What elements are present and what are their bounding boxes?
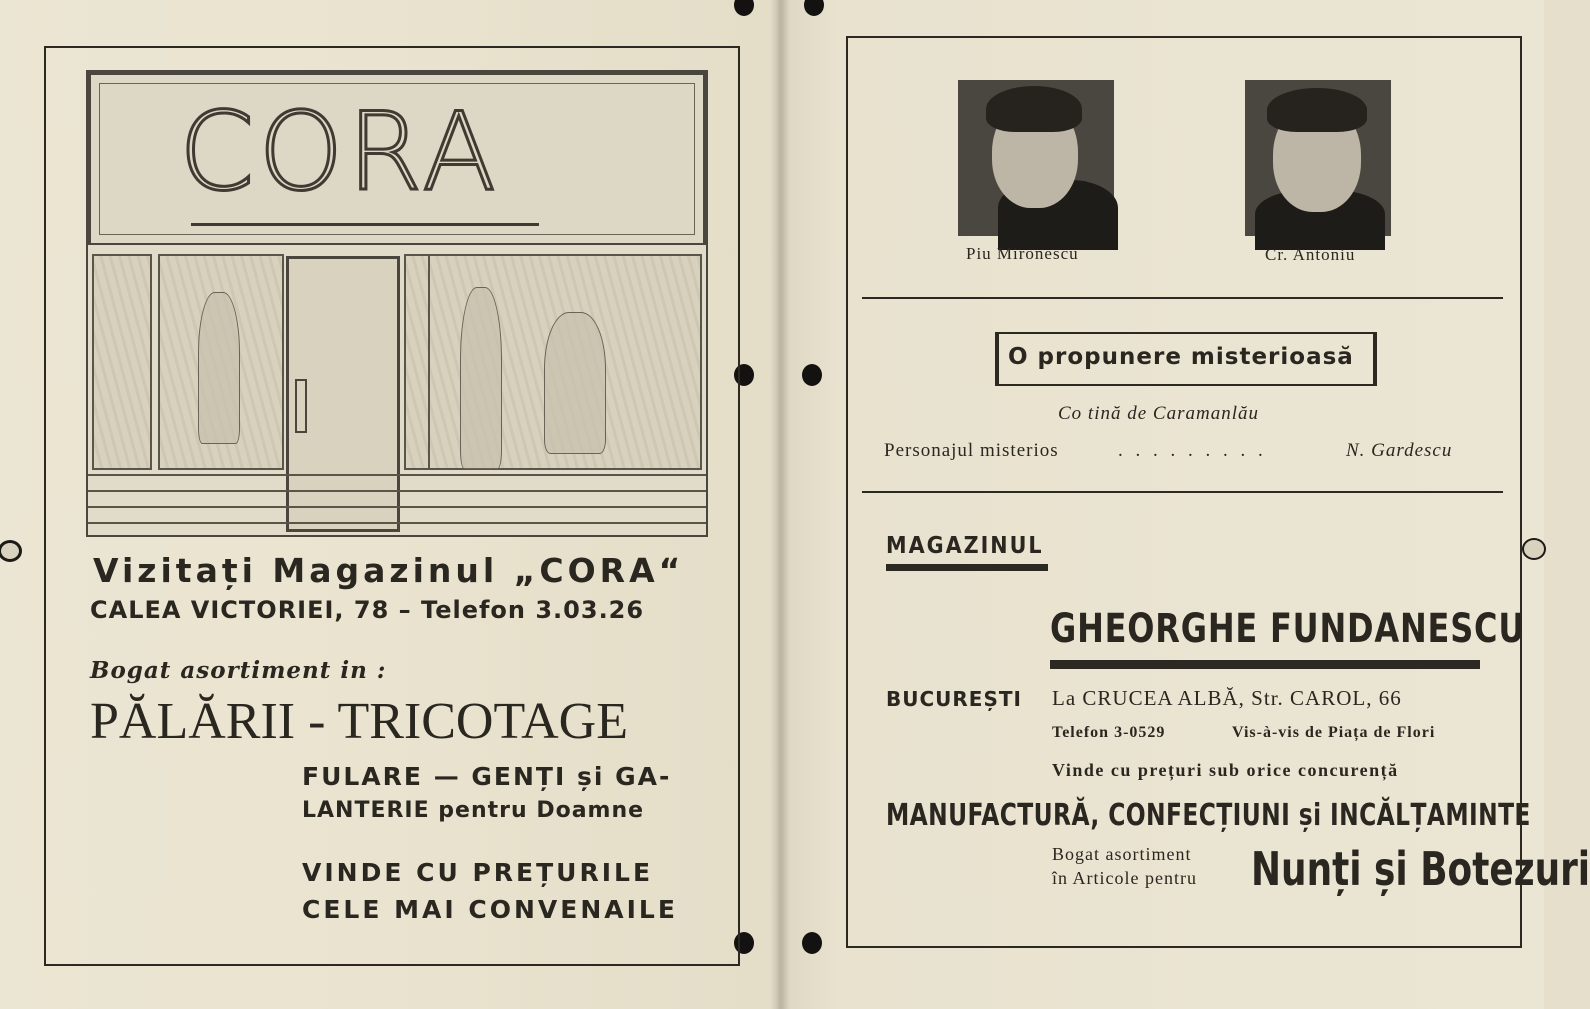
store-assortment: Bogat asortiment: [1052, 844, 1192, 864]
play-title: O propunere misterioasă: [1008, 344, 1354, 370]
play-credit: Co tină de Caramanlău: [1058, 403, 1259, 424]
store-phone: Telefon 3-0529: [1052, 724, 1166, 741]
store-landmark: Vis-à-vis de Piața de Flori: [1232, 724, 1436, 741]
store-slogan: Vinde cu prețuri sub orice concurență: [1052, 760, 1399, 780]
store-label-underline: [886, 564, 1048, 571]
shop-illustration: [86, 70, 708, 537]
binding-hole: [802, 932, 822, 954]
spine-fold: [770, 0, 790, 1009]
divider: [862, 491, 1503, 493]
store-assortment: în Articole pentru: [1052, 868, 1197, 888]
store-label: MAGAZINUL: [886, 533, 1044, 559]
ad-price-line: VINDE CU PREȚURILE: [302, 858, 654, 887]
ad-price-line: CELE MAI CONVENAILE: [302, 895, 678, 924]
ad-assortment-line: Bogat asortiment in :: [90, 657, 387, 684]
ad-address-line: CALEA VICTORIEI, 78 – Telefon 3.03.26: [90, 596, 645, 624]
store-occasion: Nunți și Botezuri: [1251, 842, 1590, 896]
shop-sign-text: CORA: [179, 90, 500, 215]
shop-window: [404, 254, 430, 470]
shop-window: [92, 254, 152, 470]
ad-visit-line: Vizitați Magazinul „CORA“: [93, 551, 685, 590]
actor-photo: [1245, 80, 1391, 236]
store-name: GHEORGHE FUNDANESCU: [1050, 606, 1526, 652]
cast-actor: N. Gardescu: [1346, 440, 1453, 461]
ad-goods-line: LANTERIE pentru Doamne: [302, 798, 645, 823]
actor-caption: Cr. Antoniu: [1265, 245, 1356, 264]
ad-headline: PĂLĂRII - TRICOTAGE: [90, 693, 628, 750]
cast-role: Personajul misterios: [884, 440, 1059, 461]
store-goods: MANUFACTURĂ, CONFECȚIUNI și INCĂLȚAMINTE: [886, 798, 1531, 833]
store-city: BUCUREȘTI: [886, 687, 1022, 711]
shop-sign: [88, 72, 706, 245]
actor-caption: Piu Mironescu: [966, 244, 1079, 263]
actor-photo: [958, 80, 1114, 236]
store-address: La CRUCEA ALBĂ, Str. CAROL, 66: [1052, 686, 1402, 710]
ad-goods-line: FULARE — GENȚI și GA-: [302, 762, 672, 791]
store-name-underline: [1050, 660, 1480, 669]
binding-hole: [1522, 538, 1546, 560]
cast-dots: . . . . . . . . .: [1118, 440, 1267, 461]
divider: [862, 297, 1503, 299]
binding-hole: [802, 364, 822, 386]
